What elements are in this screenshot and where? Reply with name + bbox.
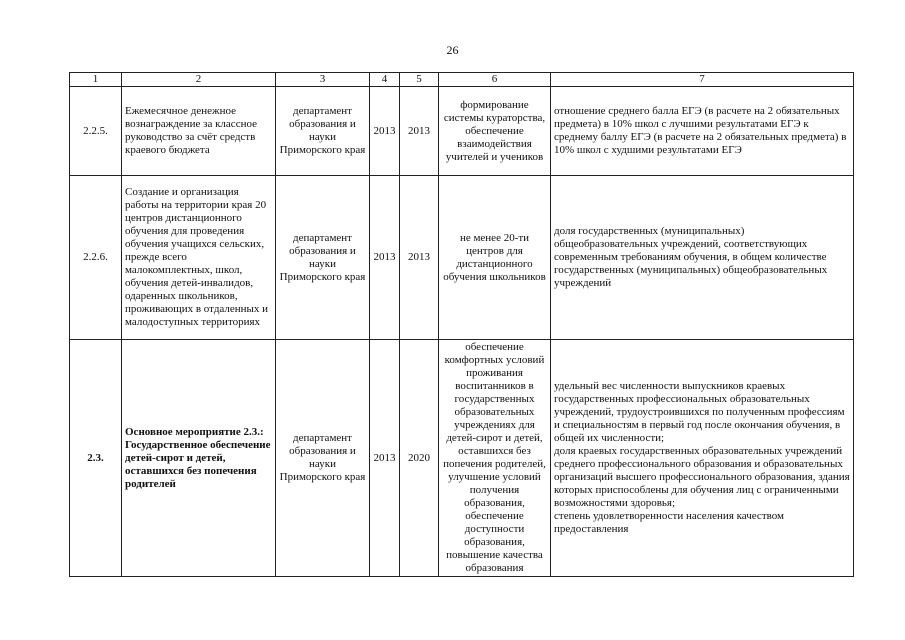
column-header: 6 [439,73,551,87]
column-header: 5 [400,73,439,87]
indicator-item: степень удовлетворенности населения качеством предоставления [554,510,784,535]
start-year: 2013 [370,340,400,577]
measure-name: Создание и организация работы на территории края 20 центров дистанционного обучения для проведения обучения учащихся сельских, прежде всего малокомплектных, школ, обучения детей-инвалидов, одаренных школьников, проживающих в отдаленных и малодоступных территориях [122,176,276,340]
column-header: 4 [370,73,400,87]
measures-table [69,72,854,577]
indicator: доля государственных (муниципальных) общеобразовательных учреждений, соответствующих современным требованиям обучения, в общем количестве государственных (муниципальных) общеобразовательных учреждений [551,176,854,340]
indicator-item: удельный вес численности выпускников краевых государственных профессиональных образовательных учреждений, трудоустроившихся по полученным профессиям и специальностям в первый год после окончания обучения, в общей их численности; [554,380,845,444]
column-header: 1 [70,73,122,87]
header-row [70,73,854,87]
row-number: 2.3. [70,340,122,577]
table-row [70,176,854,340]
column-header: 2 [122,73,276,87]
expected-result: формирование системы кураторства, обеспечение взаимодействия учителей и учеников [439,87,551,176]
measure-subtitle: Государственное обеспечение детей-сирот и детей, оставшихся без попечения родителей [125,438,271,490]
indicator-item: доля краевых государственных образовательных учреждений среднего профессионального образования и образовательных организаций высшего профессионального образования, здания которых приспособлены для обучения лиц с ограниченными возможностями здоровья; [554,445,850,509]
end-year: 2013 [400,176,439,340]
page-number: 26 [446,43,459,57]
end-year: 2013 [400,87,439,176]
end-year: 2020 [400,340,439,577]
column-header: 7 [551,73,854,87]
measure-name [122,340,276,577]
expected-result: обеспечение комфортных условий проживания воспитанников в государственных образовательных учреждениях для детей-сирот и детей, оставшихся без попечения родителей, улучшение условий получения образования, обеспечение доступности образования, повышение качества образования [439,340,551,577]
expected-result: не менее 20-ти центров для дистанционного обучения школьников [439,176,551,340]
start-year: 2013 [370,87,400,176]
row-number: 2.2.6. [70,176,122,340]
executor: департамент образования и науки Приморского края [276,176,370,340]
measure-name: Ежемесячное денежное вознаграждение за классное руководство за счёт средств краевого бюджета [122,87,276,176]
table-row [70,87,854,176]
start-year: 2013 [370,176,400,340]
executor: департамент образования и науки Приморского края [276,87,370,176]
executor: департамент образования и науки Приморского края [276,340,370,577]
row-number: 2.2.5. [70,87,122,176]
indicator: отношение среднего балла ЕГЭ (в расчете на 2 обязательных предмета) в 10% школ с лучшими результатами ЕГЭ к среднему баллу ЕГЭ (в расчете на 2 обязательных предмета) в 10% школ с худшими результатами ЕГЭ [551,87,854,176]
table-row [70,340,854,577]
column-header: 3 [276,73,370,87]
indicator [551,340,854,577]
measure-title: Основное мероприятие 2.3.: [125,425,264,438]
